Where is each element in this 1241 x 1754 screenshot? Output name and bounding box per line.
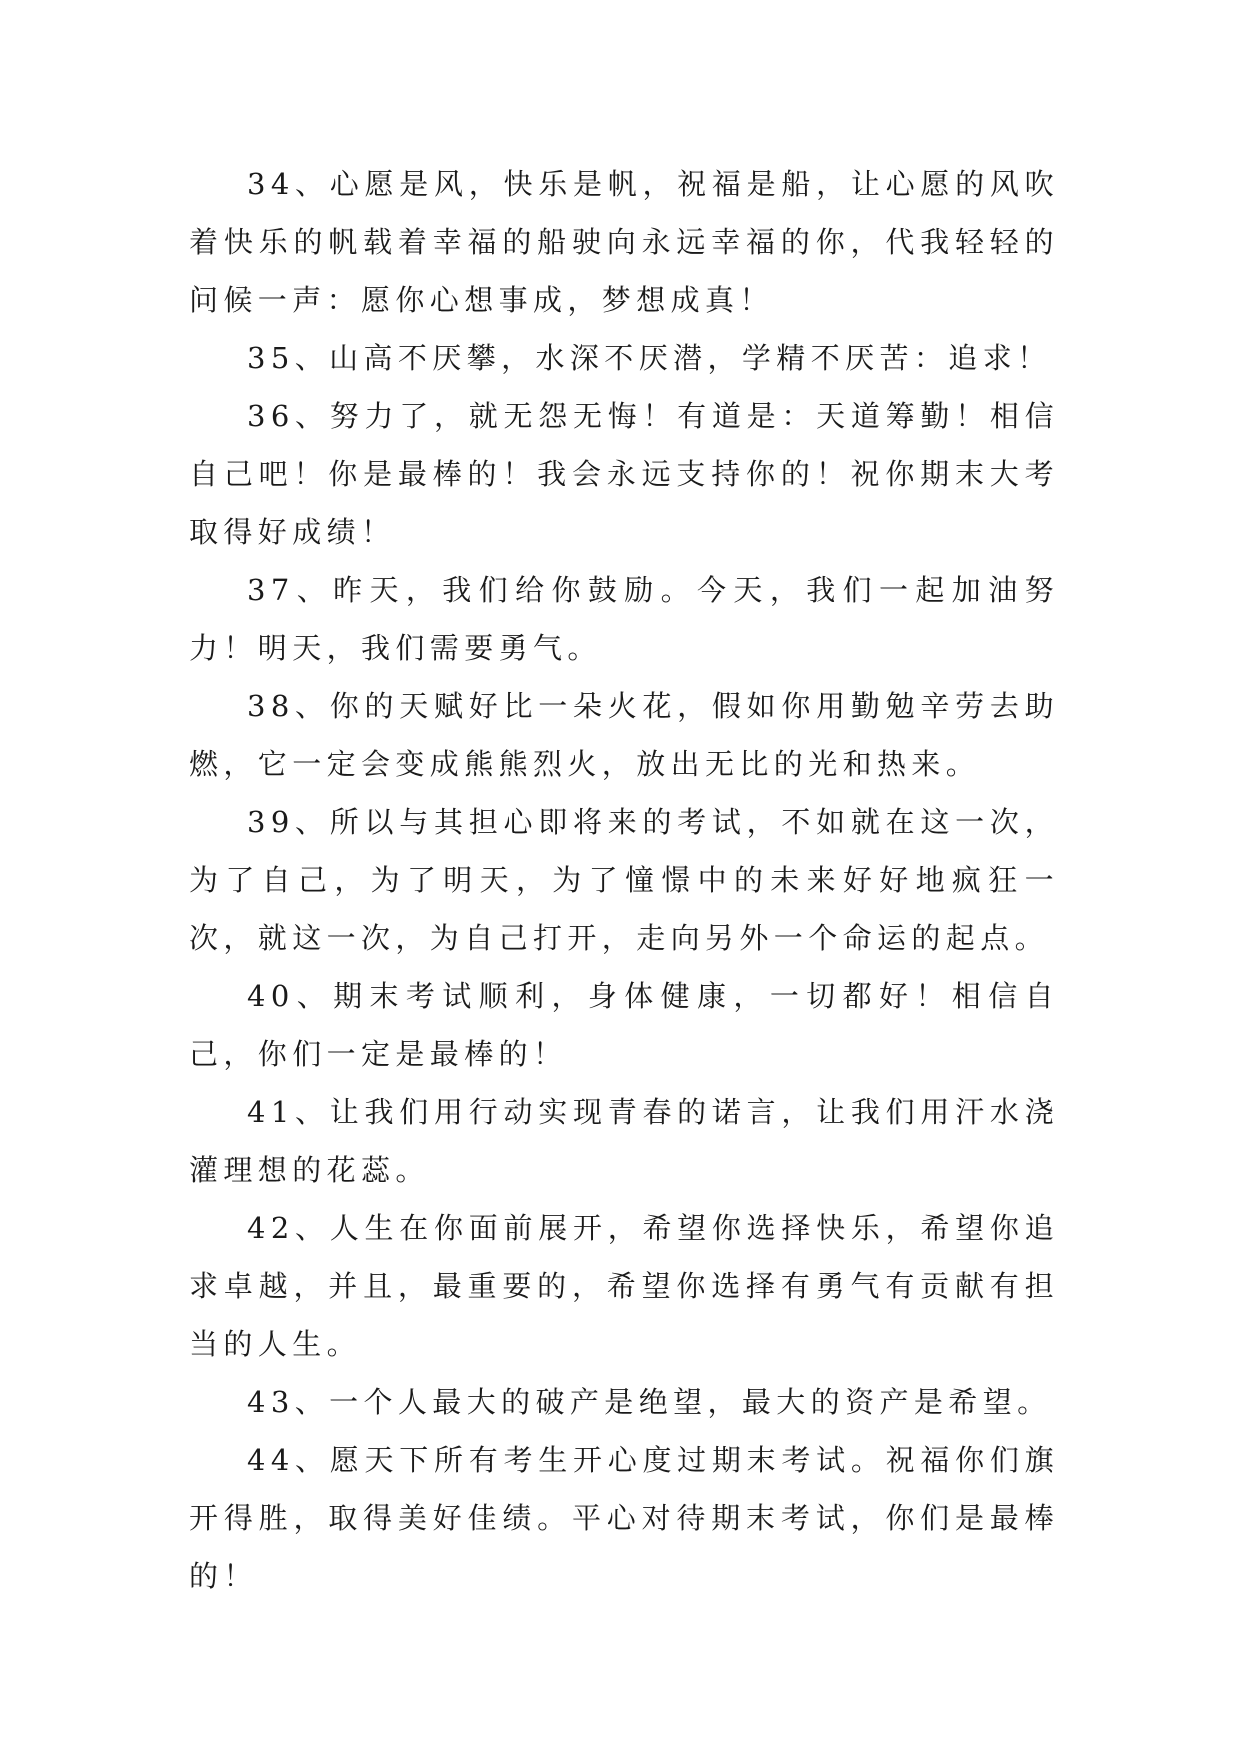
- paragraph-44: 44、愿天下所有考生开心度过期末考试。祝福你们旗开得胜，取得美好佳绩。平心对待期末考试，你们是最棒的！: [189, 1443, 1059, 1593]
- paragraph-38: 38、你的天赋好比一朵火花，假如你用勤勉辛劳去助燃，它一定会变成熊熊烈火，放出无比的光和热来。: [189, 689, 1059, 781]
- document-body: [189, 155, 1059, 1605]
- paragraph-40: 40、期末考试顺利，身体健康，一切都好！相信自己，你们一定是最棒的！: [189, 979, 1059, 1071]
- paragraph-35: 35、山高不厌攀，水深不厌潜，学精不厌苦：追求！: [247, 341, 1052, 375]
- paragraph-42: 42、人生在你面前展开，希望你选择快乐，希望你追求卓越，并且，最重要的，希望你选择有勇气有贡献有担当的人生。: [189, 1211, 1059, 1361]
- paragraph-36: 36、努力了，就无怨无悔！有道是：天道筹勤！相信自己吧！你是最棒的！我会永远支持你的！祝你期末大考取得好成绩！: [189, 399, 1059, 549]
- paragraph-39: 39、所以与其担心即将来的考试，不如就在这一次，为了自己，为了明天，为了憧憬中的未来好好地疯狂一次，就这一次，为自己打开，走向另外一个命运的起点。: [189, 805, 1059, 955]
- paragraph-34: 34、心愿是风，快乐是帆，祝福是船，让心愿的风吹着快乐的帆载着幸福的船驶向永远幸福的你，代我轻轻的问候一声：愿你心想事成，梦想成真！: [189, 167, 1059, 317]
- paragraph-41: 41、让我们用行动实现青春的诺言，让我们用汗水浇灌理想的花蕊。: [189, 1095, 1059, 1187]
- paragraph-43: 43、一个人最大的破产是绝望，最大的资产是希望。: [247, 1385, 1052, 1419]
- paragraph-37: 37、昨天，我们给你鼓励。今天，我们一起加油努力！明天，我们需要勇气。: [189, 573, 1059, 665]
